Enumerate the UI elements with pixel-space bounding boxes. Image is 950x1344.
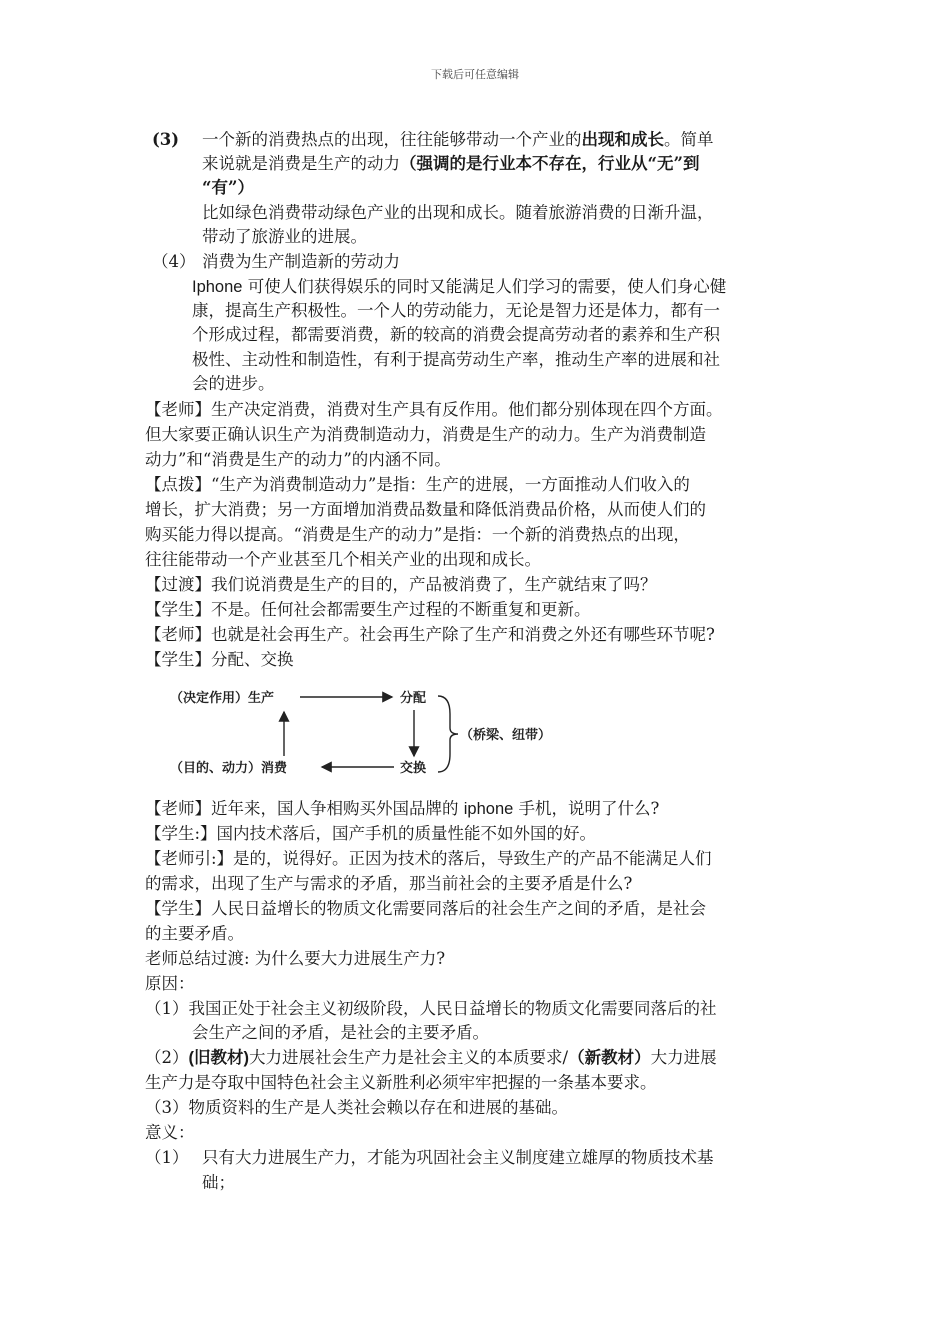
text-line: 一个新的消费热点的出现，往往能够带动一个产业的出现和成长。简单 (202, 130, 714, 149)
text-line: 【学生】不是。任何社会都需要生产过程的不断重复和更新。 (145, 600, 591, 619)
brace-label: （桥梁、纽带） (460, 728, 552, 743)
text-line: 【老师引:】是的，说得好。正因为技术的落后，导致生产的产品不能满足人们 (145, 849, 712, 868)
text-line: 老师总结过渡: 为什么要大力进展生产力? (145, 949, 446, 968)
text-line: 【老师】近年来，国人争相购买外国品牌的 iphone 手机，说明了什么? (145, 799, 660, 818)
node-exchange: 交换 (400, 761, 427, 776)
text-line: 意义： (145, 1123, 195, 1142)
text-line: 【学生】分配、交换 (145, 650, 294, 669)
node-consumption: （目的、动力）消费 (170, 761, 288, 776)
text-line: 带动了旅游业的进展。 (202, 227, 367, 246)
text-line: 【老师】生产决定消费，消费对生产具有反作用。他们都分别体现在四个方面。 (145, 400, 723, 419)
text-line: 生产力是夺取中国特色社会主义新胜利必须牢牢把握的一条基本要求。 (145, 1073, 657, 1092)
text-line: 但大家要正确认识生产为消费制造动力，消费是生产的动力。生产为消费制造 (145, 425, 706, 444)
text-line: （2）(旧教材)大力进展社会生产力是社会主义的本质要求/（新教材）大力进展 (145, 1048, 717, 1067)
page-header: 下载后可任意编辑 (431, 68, 519, 81)
brace-icon (438, 696, 458, 772)
node-production: （决定作用）生产 (170, 691, 275, 706)
text-line: 【学生:】国内技术落后，国产手机的质量性能不如外国的好。 (145, 824, 597, 843)
text-line: 原因： (145, 974, 195, 993)
text-line: （1）我国正处于社会主义初级阶段，人民日益增长的物质文化需要同落后的社 (145, 999, 717, 1018)
text-line: 【点拨】“生产为消费制造动力”是指：生产的进展，一方面推动人们收入的 (145, 475, 690, 494)
text-line: 康，提高生产积极性。一个人的劳动能力，无论是智力还是体力，都有一 (192, 301, 720, 320)
text-line: 动力”和“消费是生产的动力”的内涵不同。 (145, 450, 451, 469)
text-line: 【老师】也就是社会再生产。社会再生产除了生产和消费之外还有哪些环节呢? (145, 625, 715, 644)
text-line: 比如绿色消费带动绿色产业的出现和成长。随着旅游消费的日渐升温， (202, 203, 714, 222)
text-line: 础； (202, 1173, 235, 1192)
text-line: 【过渡】我们说消费是生产的目的，产品被消费了，生产就结束了吗？ (145, 575, 657, 594)
section-heading: 消费为生产制造新的劳动力 (202, 252, 400, 271)
text-line: 的需求，出现了生产与需求的矛盾，那当前社会的主要矛盾是什么? (145, 874, 633, 893)
reproduction-cycle-diagram (160, 684, 580, 784)
item-number: （4） (152, 252, 196, 271)
text-line: 会生产之间的矛盾，是社会的主要矛盾。 (192, 1023, 489, 1042)
text-line: 会的进步。 (192, 374, 275, 393)
text-line: （3）物质资料的生产是人类社会赖以存在和进展的基础。 (145, 1098, 568, 1117)
text-line: Iphone 可使人们获得娱乐的同时又能满足人们学习的需要，使人们身心健 (192, 277, 727, 296)
text-line: 【学生】人民日益增长的物质文化需要同落后的社会生产之间的矛盾，是社会 (145, 899, 706, 918)
text-line: 个形成过程，都需要消费，新的较高的消费会提高劳动者的素养和生产积 (192, 325, 720, 344)
text-line: 极性、主动性和制造性，有利于提高劳动生产率，推动生产率的进展和社 (192, 350, 720, 369)
text-line: 购买能力得以提高。“消费是生产的动力”是指：一个新的消费热点的出现， (145, 525, 690, 544)
text-line: 增长，扩大消费；另一方面增加消费品数量和降低消费品价格，从而使人们的 (145, 500, 706, 519)
text-line: 来说就是消费是生产的动力（强调的是行业本不存在，行业从“无”到 (202, 154, 700, 173)
item-number: （1） (145, 1148, 189, 1167)
item-number: (3) (152, 130, 180, 149)
text-line: “有”） (202, 178, 254, 197)
node-distribution: 分配 (400, 691, 427, 706)
text-line: 的主要矛盾。 (145, 924, 244, 943)
text-line: 只有大力进展生产力，才能为巩固社会主义制度建立雄厚的物质技术基 (202, 1148, 714, 1167)
text-line: 往往能带动一个产业甚至几个相关产业的出现和成长。 (145, 550, 541, 569)
